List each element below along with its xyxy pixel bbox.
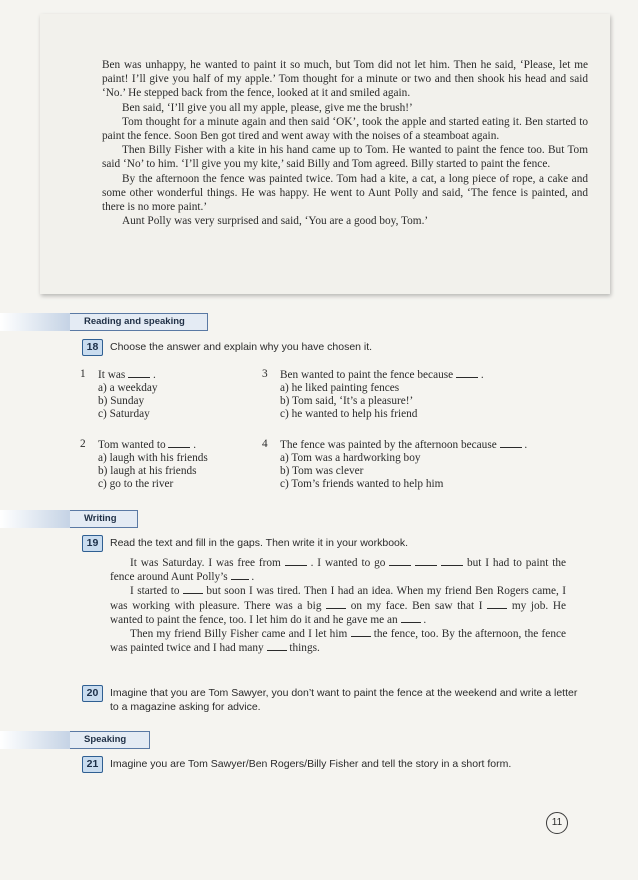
story-paragraph: Ben was unhappy, he wanted to paint it so much, but Tom did not let him. Then he said, ‘Please, let me paint! I’ll give you half of my apple.’ Tom thought for a minute or two and then shook his head and said ‘No.’ He stepped back from the fence, looked at it and smiled again. <box>102 59 588 100</box>
gap-fill-paragraph: Then my friend Billy Fisher came and I let him the fence, too. By the afternoon, the fence was painted twice and I had many things. <box>110 628 566 655</box>
answer-gap <box>401 613 421 623</box>
task-instruction-20: Imagine that you are Tom Sawyer, you don’t want to paint the fence at the weekend and write a letter to a magazine asking for advice. <box>110 687 578 713</box>
option: a) he liked painting fences <box>280 382 400 394</box>
option: c) Saturday <box>98 408 150 420</box>
option: c) go to the river <box>98 478 174 490</box>
story-paragraph: Ben said, ‘I’ll give you all my apple, please, give me the brush!’ <box>122 101 413 114</box>
task-instruction-18: Choose the answer and explain why you have chosen it. <box>110 341 373 353</box>
gap-fill-text <box>110 556 566 655</box>
answer-gap <box>500 438 522 448</box>
answer-gap <box>285 556 307 566</box>
option: c) Tom’s friends wanted to help him <box>280 478 444 490</box>
section-title-writing: Writing <box>70 510 138 528</box>
answer-gap <box>456 368 478 378</box>
page-number: 11 <box>546 812 568 834</box>
task-number-21: 21 <box>82 756 103 773</box>
story-box <box>40 14 610 294</box>
section-title-reading: Reading and speaking <box>70 313 208 331</box>
option: b) Sunday <box>98 395 145 407</box>
answer-gap <box>389 556 411 566</box>
option: a) a weekday <box>98 382 158 394</box>
answer-gap <box>231 570 249 580</box>
story-paragraph: Tom thought for a minute again and then said ‘OK’, took the apple and started eating it. Ben started to paint the fence. Soon Ben got tired and went away with the noises of a steamboat again. <box>102 115 588 143</box>
answer-gap <box>128 368 150 378</box>
task-number-19: 19 <box>82 535 103 552</box>
option: b) laugh at his friends <box>98 465 197 477</box>
option: a) laugh with his friends <box>98 452 208 464</box>
section-title-speaking: Speaking <box>70 731 150 749</box>
story-paragraph: Aunt Polly was very surprised and said, ‘You are a good boy, Tom.’ <box>122 215 429 228</box>
option: b) Tom said, ‘It’s a pleasure!’ <box>280 395 414 407</box>
story-paragraph: By the afternoon the fence was painted twice. Tom had a kite, a cat, a long piece of rope, a cake and some other wonderful things. He was happy. He went to Aunt Polly and said, ‘The fence is painted, and there is no more paint.’ <box>102 172 588 214</box>
answer-gap <box>441 556 463 566</box>
task-instruction-21: Imagine you are Tom Sawyer/Ben Rogers/Billy Fisher and tell the story in a short form. <box>110 758 512 770</box>
answer-gap <box>351 627 371 637</box>
answer-gap <box>183 584 203 594</box>
task-instruction-19: Read the text and fill in the gaps. Then write it in your workbook. <box>110 537 409 549</box>
task-number-20: 20 <box>82 685 103 702</box>
option: a) Tom was a hardworking boy <box>280 452 421 464</box>
answer-gap <box>487 599 507 609</box>
story-paragraph: Then Billy Fisher with a kite in his hand came up to Tom. He wanted to paint the fence too. But Tom said ‘No’ to him. ‘I’ll give you my kite,’ said Billy and Tom agreed. Billy started to paint the fence. <box>102 144 588 171</box>
task-number-18: 18 <box>82 339 103 356</box>
option: b) Tom was clever <box>280 465 364 477</box>
answer-gap <box>326 599 346 609</box>
gap-fill-paragraph: It was Saturday. I was free from . I wanted to go but I had to paint the fence around Aunt Polly’s . <box>110 557 567 584</box>
answer-gap <box>415 556 437 566</box>
answer-gap <box>267 641 287 651</box>
gap-fill-paragraph: I started to but soon I was tired. Then I had an idea. When my friend Ben Rogers came, I was working with pleasure. There was a big on my face. Ben saw that I my job. He wanted to paint the fence, too. I let him do it and he gave me an . <box>110 585 567 626</box>
option: c) he wanted to help his friend <box>280 408 418 420</box>
answer-gap <box>168 438 190 448</box>
